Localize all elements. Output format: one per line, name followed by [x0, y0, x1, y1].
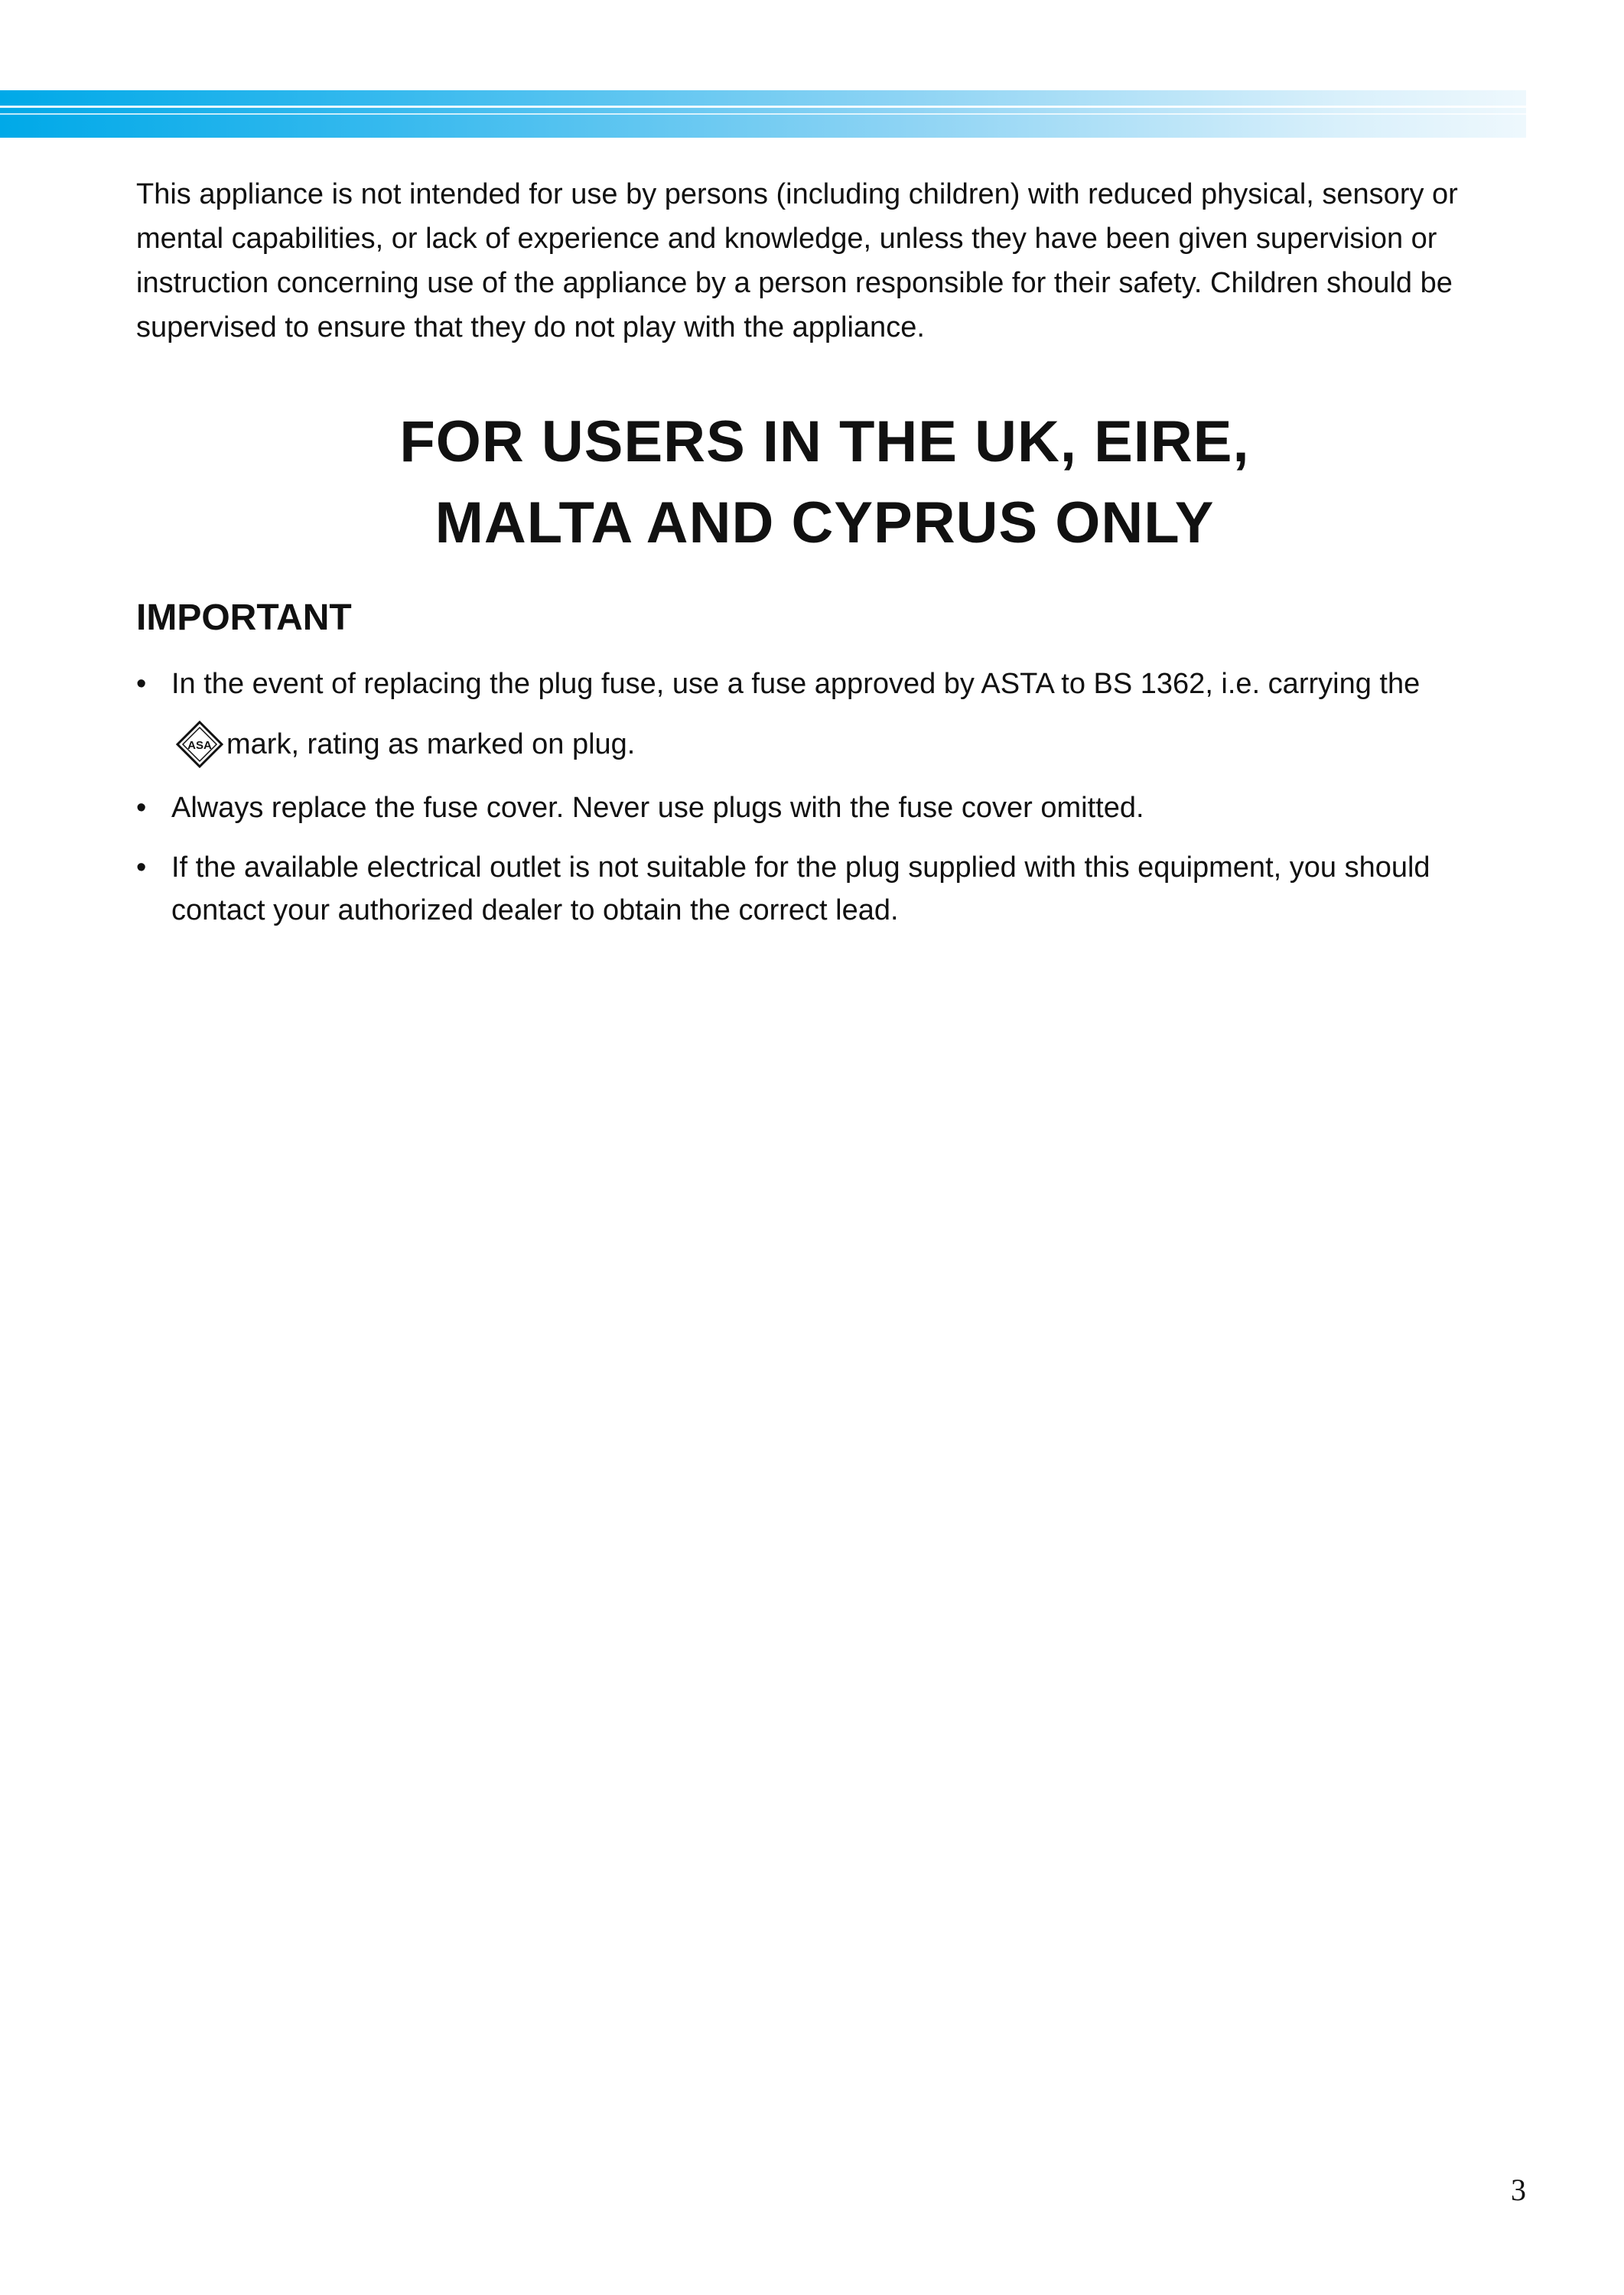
title-line-2: MALTA AND CYPRUS ONLY: [434, 490, 1215, 555]
list-item: [136, 846, 1521, 932]
bullet-icon: •: [136, 668, 147, 700]
important-list: [136, 662, 1521, 932]
bullet-text: Always replace the fuse cover. Never use plugs with the fuse cover omitted.: [171, 792, 1144, 824]
intro-paragraph: This appliance is not intended for use by persons (including children) with reduced physical, sensory or mental capabilities, or lack of experience and knowledge, unless they have been given supervision or instruction concerning use of the appliance by a person responsible for their safety. Children should be supervised to ensure that they do not play with the appliance.: [136, 178, 1458, 343]
header-stripe: [0, 113, 1526, 115]
list-item: [136, 786, 1521, 829]
important-heading: IMPORTANT: [136, 597, 352, 638]
bullet-continuation: [171, 721, 1521, 768]
bullet-text: If the available electrical outlet is not suitable for the plug supplied with this equipment, you should contact your authorized dealer to obtain the correct lead.: [171, 851, 1430, 926]
bullet-text: In the event of replacing the plug fuse, use a fuse approved by ASTA to BS 1362, i.e. carrying the: [171, 668, 1421, 700]
asta-diamond-mark-icon: [176, 721, 223, 768]
page-title: [136, 402, 1513, 564]
list-item: [136, 662, 1521, 768]
page-number: 3: [1511, 2173, 1526, 2207]
title-line-1: FOR USERS IN THE UK, EIRE,: [399, 409, 1250, 474]
bullet-continuation-text: mark, rating as marked on plug.: [226, 728, 636, 760]
header-stripe: [0, 106, 1526, 108]
asta-mark-label: ASA: [187, 739, 212, 752]
bullet-icon: •: [136, 851, 147, 884]
header-band: [0, 90, 1526, 138]
bullet-icon: •: [136, 792, 147, 824]
